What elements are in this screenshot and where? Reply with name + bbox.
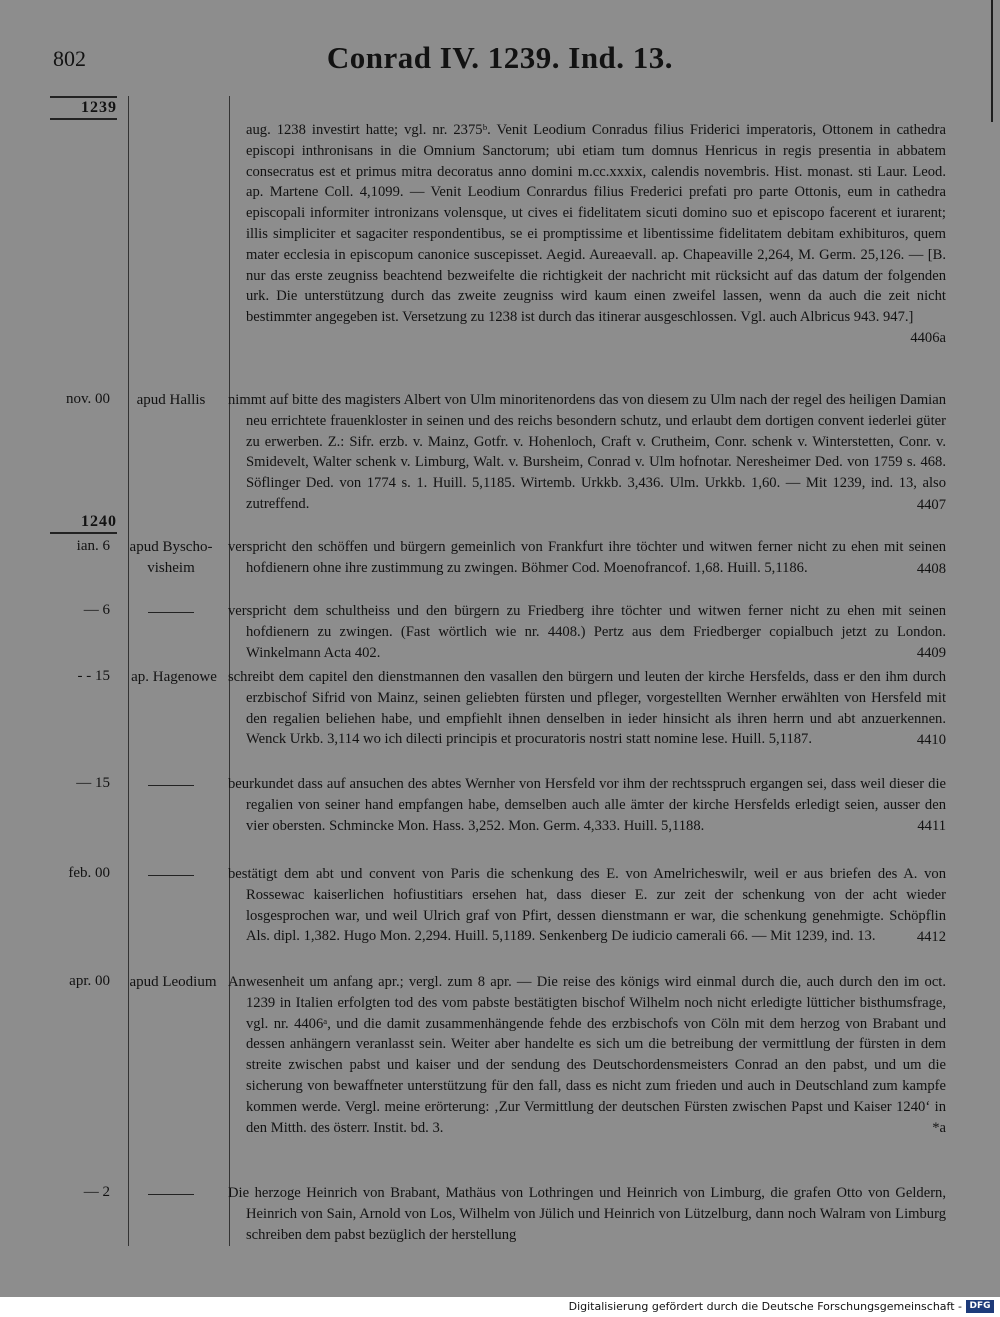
entry-body: aug. 1238 investirt hatte; vgl. nr. 2375ᵇ. Venit Leodium Conradus filius Friderici imperatoris, Ottonem in cathedra episcopi inthronisans in die Omnium Sanctorum; ubi etiam tum domnus Henricus in regis presentia in abbatem consecratus est et primus mitra decoratus anno domini m.cc.xxxix, calendis novembris. Hist. monast. sti Laur. Leod. ap. Martene Coll. 4,1099. — Venit Leodium Conrardus filius Frederici prefati pro parte Ottonis, eum in cathedra episcopali informiter intronizans volensque, ut cives ei fidelitatem sicuti domino suo et episcopo facerent et iurarent; illis simpliciter et sagaciter respondentibus, se ei promptissime et libentissime fidelitatem debitam exhibituros, quem mater ecclesia in episcopum canonice suscepisset. Aegid. Aureaevall. ap. Chapeaville 2,264, M. Germ. 25,126. — [B. nur das erste zeugniss beachtend bezweifelte die richtigkeit der nachricht mit rücksicht auf das datum der folgenden urk. Die unterstützung durch das zweite zeugniss wird kaum einen zweifel lassen, wenn da auch die zeit nicht bestimmter angegeben ist. Versetzung zu 1238 ist durch das itinerar ausgeschlossen. Vgl. auch Albricus 943. 947.] <box>246 122 946 326</box>
entry-body: verspricht dem schultheiss und den bürgern zu Friedberg ihre töchter und witwen ferner nicht zu ehen mit seinen hofdienern zu zwingen. (Fast wörtlich wie nr. 4408.) Pertz aus dem Friedberger copialbuch jetzt zu London. Winkelmann Acta 402. <box>228 603 946 661</box>
entry-body: Anwesenheit um anfang apr.; vergl. zum 8 apr. — Die reise des königs wird einmal durch die, auch durch den im oct. 1239 in Italien erfolgten tod des vom pabste bestätigten bischof Wilhelm noch nicht erledigte lütticher bisthumsfrage, vgl. nr. 4406ᵃ, und die damit zusammenhängende fehde des erzbischofs von Cöln mit dem herzog von Brabant und dessen anhängern veranlasst sein. Weiter aber handelte es sich um die betreibung der vermittlung der fürsten in dem streite zwischen pabst und kaiser und der sendung des Deutschordensmeisters Conrad an den pabst, und um die sicherung von bewaffneter unterstützung für den fall, dass es nicht zum frieden und auch in Deutschland zum kampfe kommen werde. Vergl. meine erörterung: ‚Zur Vermittlung der deutschen Fürsten zwischen Papst und Kaiser 1240‘ in den Mitth. des österr. Instit. bd. 3. <box>228 974 946 1136</box>
entry-place: apud Hallis <box>136 392 206 408</box>
year-marker-1240: 1240 <box>50 512 117 534</box>
entry-place: apud Byscho-visheim <box>129 539 213 576</box>
entry-place <box>118 601 224 622</box>
running-title: Conrad IV. 1239. Ind. 13. <box>326 40 674 75</box>
entry-number: *a <box>932 1120 946 1137</box>
entry-text <box>228 774 946 837</box>
entry-text <box>228 864 946 948</box>
dfg-logo: DFG <box>966 1300 994 1313</box>
entry-place <box>118 864 224 885</box>
entry-number: 4411 <box>917 818 946 835</box>
entry-body: schreibt dem capitel den dienstmannen den vasallen den bürgern und leuten der kirche Hersfelds, dass er den ihm durch erzbischof Sifrid von Mainz, seinen geliebten fürsten und pfleger, vorgestellten Wernher erwählten von Hersfeld mit den regalien beliehen habe, und empfiehlt ihnen denselben in ieder hinsicht als ihren herrn und abt anzuerkennen. Wenck Urkb. 3,114 wo ich dilecti principis et procuratoris nostri statt nomine lese. Huill. 5,1187. <box>228 669 946 748</box>
entry-number: 4407 <box>916 496 946 513</box>
entry-number: 4409 <box>916 645 946 662</box>
entry-date: apr. 00 <box>69 973 110 989</box>
page-header <box>50 40 950 80</box>
entry-body: beurkundet dass auf ansuchen des abtes Wernher von Hersfeld vor ihm der rechtsspruch ergangen sei, dass weil dieser die regalien von seiner hand empfangen habe, demselben auch alle ämter der kirche Hersfelds erledigt seien, ausser den vier obersten. Schmincke Mon. Hass. 3,252. Mon. Germ. 4,333. Huill. 5,1188. <box>228 776 946 834</box>
entry-text <box>228 390 946 516</box>
year-marker-1239: 1239 <box>50 96 117 120</box>
entry-date: - - 15 <box>77 668 110 684</box>
entry-body: verspricht den schöffen und bürgern gemeinlich von Frankfurt ihre töchter und witwen ferner nicht zu ehen mit seinen hofdienern ohne ihre zustimmung zu zwingen. Böhmer Cod. Moenofrancof. 1,68. Huill. 5,1186. <box>228 539 946 576</box>
entry-text <box>228 972 946 1139</box>
entry-date: — 15 <box>76 775 110 791</box>
entry-date: nov. 00 <box>65 391 110 407</box>
entry-date: feb. 00 <box>68 865 110 881</box>
entry-number: 4412 <box>916 929 946 946</box>
entry-body: bestätigt dem abt und convent von Paris die schenkung des E. von Amelricheswilr, weil er aus briefen des A. von Rossewac kaiserlichen hofiustitiars ersehen hat, dass dieser E. zur zeit der schenkung von der acht wieder losgesprochen war, und weil Ulrich graf von Pfirt, dessen dienstmann er war, die schenkung genehmigte. Schöpflin Als. dipl. 1,382. Hugo Mon. 2,294. Huill. 5,1189. Senkenberg De iudicio camerali 66. — Mit 1239, ind. 13. <box>228 866 946 945</box>
page-number: 802 <box>53 46 86 71</box>
entry-text <box>228 537 946 579</box>
entry-text <box>228 667 946 751</box>
entry-body: Die herzoge Heinrich von Brabant, Mathäus von Lothringen und Heinrich von Limburg, die grafen Otto von Geldern, Heinrich von Sain, Arnold von Los, Wilhelm von Jülich und Heinrich von Lützelburg, dann noch Walram von Limburg schreiben dem pabst bezüglich der herstellung <box>228 1185 946 1243</box>
footer-credit: Digitalisierung gefördert durch die Deutsche Forschungsgemeinschaft - <box>568 1300 962 1313</box>
entry-place <box>118 774 224 795</box>
entry-number: 4406a <box>910 329 946 346</box>
entry-number: 4410 <box>916 732 946 749</box>
scan-edge-mark <box>991 0 993 122</box>
entry-place: apud Leodium <box>129 974 217 990</box>
same-place-dash <box>148 612 194 613</box>
entry-date: — 2 <box>83 1184 110 1200</box>
entry-date: ian. 6 <box>76 538 110 554</box>
same-place-dash <box>148 875 194 876</box>
entry-date: — 6 <box>83 602 110 618</box>
entry-body: nimmt auf bitte des magisters Albert von Ulm minoritenordens das von diesem zu Ulm nach der regel des heiligen Damian neu errichtete frauenkloster in seinen und des reichs besondern schutz, und erlaubt dem dortigen convent iederlei güter zu erwerben. Z.: Sifr. erzb. v. Mainz, Gotfr. v. Hohenloch, Craft v. Crutheim, Conr. schenk v. Winterstetten, Conr. v. Smidevelt, Walter schenk v. Limburg, Walt. v. Bursheim, Conrad v. Ulm hofnotar. Neresheimer Ded. von 1759 s. 468. Söflinger Ded. von 1774 s. 1. Huill. 5,1185. Wirtemb. Urkkb. 3,436. Ulm. Urkkb. 1,60. — Mit 1239, ind. 13, also zutreffend. <box>228 392 946 512</box>
entry-place: ap. Hagenowe <box>131 669 217 685</box>
entry-text <box>246 120 946 349</box>
footer-bar <box>0 1297 1000 1317</box>
entry-number: 4408 <box>916 560 946 577</box>
same-place-dash <box>148 785 194 786</box>
entry-text <box>228 1183 946 1245</box>
same-place-dash <box>148 1194 194 1195</box>
entry-place <box>118 1183 224 1204</box>
entry-text <box>228 601 946 664</box>
